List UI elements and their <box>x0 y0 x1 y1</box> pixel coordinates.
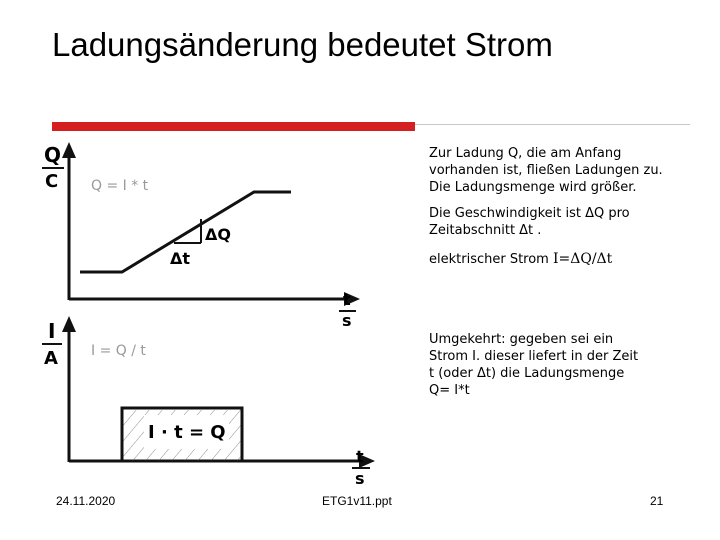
bottom-formula: I = Q / t <box>91 343 146 359</box>
top-y-label-num: Q <box>44 143 62 167</box>
delta-q-label: ΔQ <box>205 225 231 244</box>
title-accent-bar <box>52 122 415 131</box>
top-y-label-den: C <box>45 171 59 192</box>
bottom-y-axis-arrow <box>62 316 76 332</box>
footer-page-number: 21 <box>650 494 664 508</box>
bottom-y-label-den: A <box>44 348 58 369</box>
paragraph-initial-charge: Zur Ladung Q, die am Anfang vorhanden ist, fließen Ladungen zu. Die Ladungsmenge wird größer. <box>429 146 663 195</box>
paragraph-current-formula <box>429 251 612 268</box>
title-separator-line <box>415 124 690 125</box>
current-formula: I=ΔQ/Δt <box>552 251 613 267</box>
paragraph-reverse: Umgekehrt: gegeben sei ein Strom I. dieser liefert in der Zeit t (oder Δt) die Ladungsmenge Q= I*t <box>429 332 639 398</box>
top-graph <box>42 142 360 330</box>
bottom-x-label-den: s <box>355 469 365 488</box>
paragraph-rate: Die Geschwindigkeit ist ΔQ pro Zeitabschnitt Δt . <box>429 206 630 238</box>
bottom-x-label-num: t <box>356 447 364 466</box>
top-x-label-den: s <box>342 311 352 330</box>
slide-title: Ladungsänderung bedeutet Strom <box>52 26 553 63</box>
delta-t-label: Δt <box>170 249 191 268</box>
hand-drawn-sketch <box>36 140 376 492</box>
top-formula: Q = I * t <box>91 178 149 194</box>
bottom-y-label-num: I <box>48 319 56 343</box>
bottom-graph <box>42 316 375 488</box>
top-x-label-num: t <box>343 290 351 309</box>
current-formula-prefix: elektrischer Strom <box>429 252 553 267</box>
area-label: I · t = Q <box>148 422 226 443</box>
top-y-axis-arrow <box>62 142 76 158</box>
footer-date: 24.11.2020 <box>56 494 116 508</box>
footer-filename: ETG1v11.ppt <box>322 494 392 508</box>
